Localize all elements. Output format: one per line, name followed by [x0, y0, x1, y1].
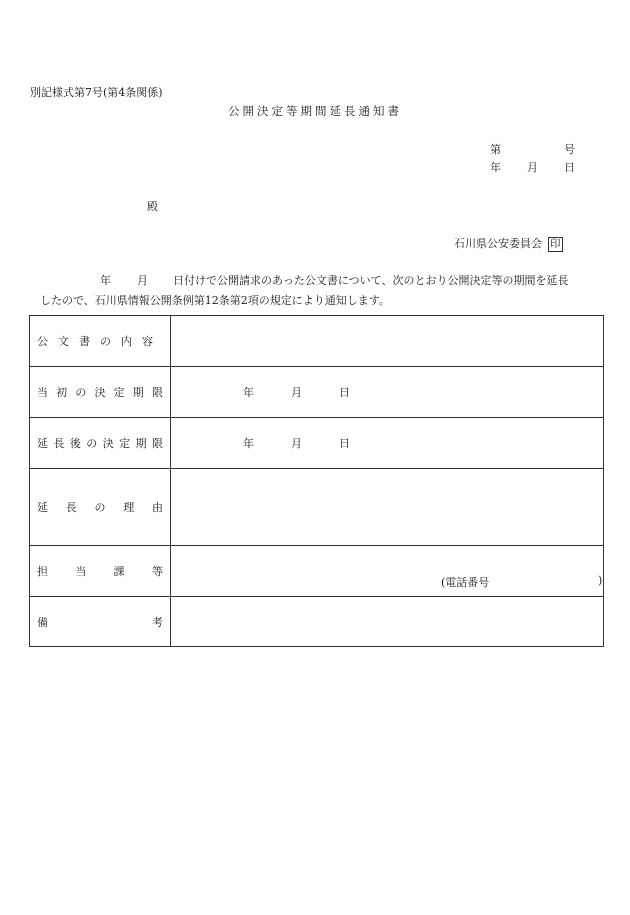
- seal-mark: 印: [550, 238, 561, 250]
- extended-deadline-month: 月: [291, 437, 302, 450]
- row-label-document-content: [30, 316, 171, 367]
- form-id: 別記様式第7号(第4条関係): [30, 86, 163, 99]
- table-row: [30, 316, 604, 367]
- issuer: [454, 235, 563, 252]
- table-row: [30, 367, 604, 418]
- body-month: 月: [137, 274, 148, 287]
- table-row: [30, 597, 604, 647]
- remarks-field[interactable]: [171, 597, 604, 647]
- document-content-field[interactable]: [171, 316, 604, 367]
- row-label-extended-deadline: [30, 418, 171, 469]
- label-text: 公 文 書 の 内 容: [37, 335, 153, 348]
- doc-number-suffix: 号: [564, 143, 575, 156]
- extended-deadline-day: 日: [339, 437, 350, 450]
- phone-close-paren: ): [598, 574, 603, 587]
- original-deadline-field[interactable]: [171, 367, 604, 418]
- body-line1-text: 日付けで公開請求のあった公文書について、次のとおり公開決定等の期間を延長: [173, 274, 569, 287]
- issue-date-day: 日: [564, 161, 575, 174]
- page-title: 公開決定等期間延長通知書: [228, 104, 402, 118]
- extension-reason-field[interactable]: [171, 469, 604, 546]
- original-deadline-day: 日: [339, 386, 350, 399]
- body-year: 年: [100, 274, 111, 287]
- extended-deadline-year: 年: [243, 437, 254, 450]
- row-label-extension-reason: [30, 469, 171, 546]
- doc-number-prefix: 第: [490, 143, 501, 156]
- row-label-department: [30, 546, 171, 597]
- label-text: 担 当 課 等: [37, 565, 163, 578]
- row-label-original-deadline: [30, 367, 171, 418]
- label-text: 延 長 後 の 決 定 期 限: [37, 437, 163, 450]
- label-text: 延 長 の 理 由: [37, 501, 163, 514]
- issuer-name: 石川県公安委員会: [454, 237, 542, 250]
- extended-deadline-field[interactable]: [171, 418, 604, 469]
- row-label-remarks: [30, 597, 171, 647]
- phone-label: (電話番号: [441, 576, 490, 589]
- table-row: [30, 418, 604, 469]
- issue-date-year: 年: [490, 161, 501, 174]
- original-deadline-year: 年: [243, 386, 254, 399]
- notice-form-table: [29, 315, 604, 647]
- table-row: [30, 546, 604, 597]
- label-text: 当 初 の 決 定 期 限: [37, 386, 163, 399]
- issue-date-month: 月: [527, 161, 538, 174]
- body-line-2: したので、石川県情報公開条例第12条第2項の規定により通知します。: [40, 294, 390, 307]
- table-row: [30, 469, 604, 546]
- original-deadline-month: 月: [291, 386, 302, 399]
- department-field[interactable]: [171, 546, 604, 597]
- addressee: 殿: [147, 200, 158, 213]
- label-text: 備 考: [37, 615, 163, 629]
